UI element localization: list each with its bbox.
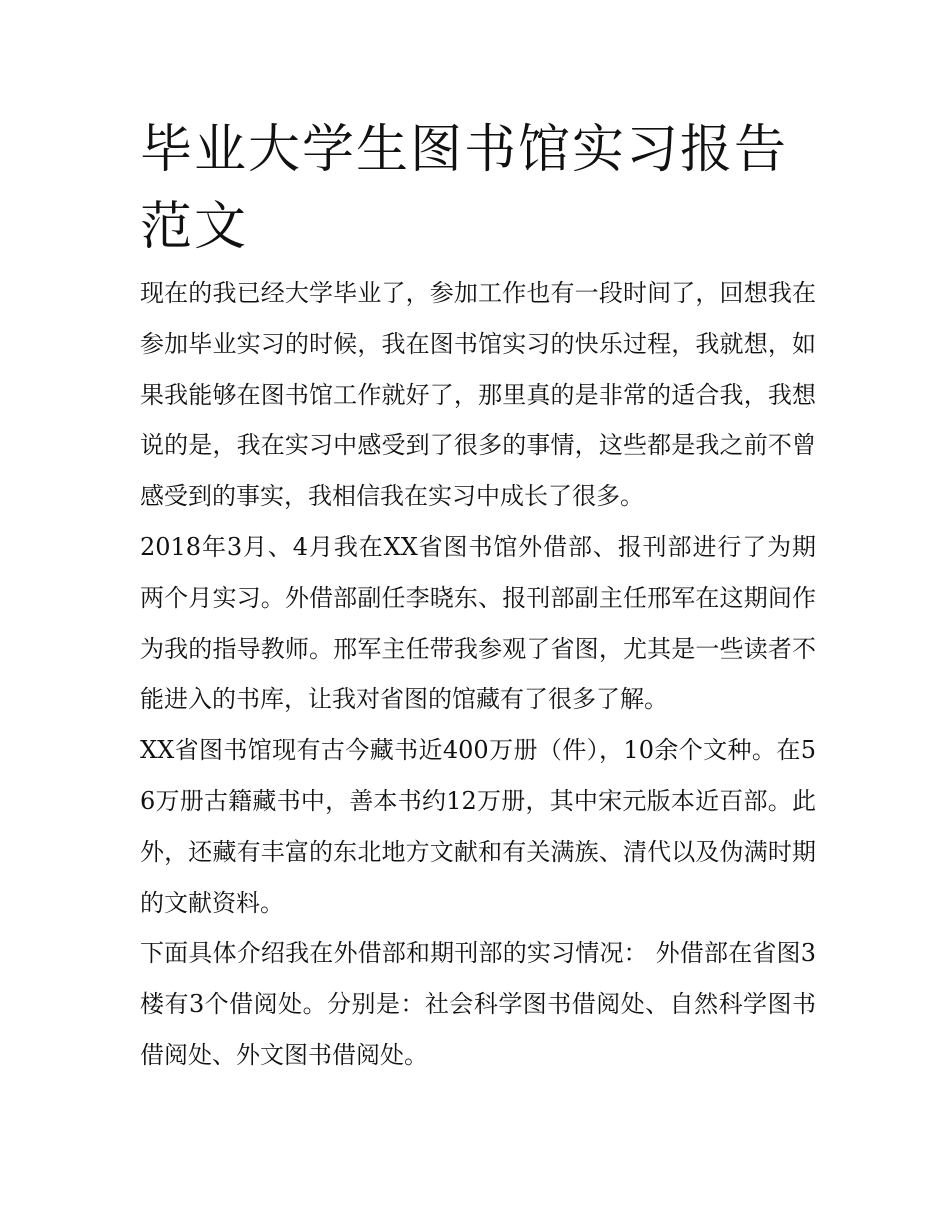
paragraph-internship-period: 2018年3月、4月我在XX省图书馆外借部、报刊部进行了为期两个月实习。外借部副任李晓东、报刊部副主任邢军在这期间作为我的指导教师。邢军主任带我参观了省图，尤其是一些读者不能进入的书库，让我对省图的馆藏有了很多了解。 [140, 532, 816, 714]
paragraph-intro: 现在的我已经大学毕业了，参加工作也有一段时间了，回想我在参加毕业实习的时候，我在图书馆实习的快乐过程，我就想，如果我能够在图书馆工作就好了，那里真的是非常的适合我，我想说的是，我在实习中感受到了很多的事情，这些都是我之前不曾感受到的事实，我相信我在实习中成长了很多。 [140, 279, 816, 511]
paragraph-library-collection: XX省图书馆现有古今藏书近400万册（件），10余个文种。在56万册古籍藏书中，善本书约12万册，其中宋元版本近百部。此外，还藏有丰富的东北地方文献和有关满族、清代以及伪满时期的文献资料。 [140, 736, 816, 917]
document-content [140, 112, 816, 1081]
document-title: 毕业大学生图书馆实习报告范文 [140, 120, 789, 257]
paragraph-lending-department: 下面具体介绍我在外借部和期刊部的实习情况： 外借部在省图3楼有3个借阅处。分别是：社会科学图书借阅处、自然科学图书借阅处、外文图书借阅处。 [140, 939, 816, 1069]
document-body [140, 268, 816, 1081]
